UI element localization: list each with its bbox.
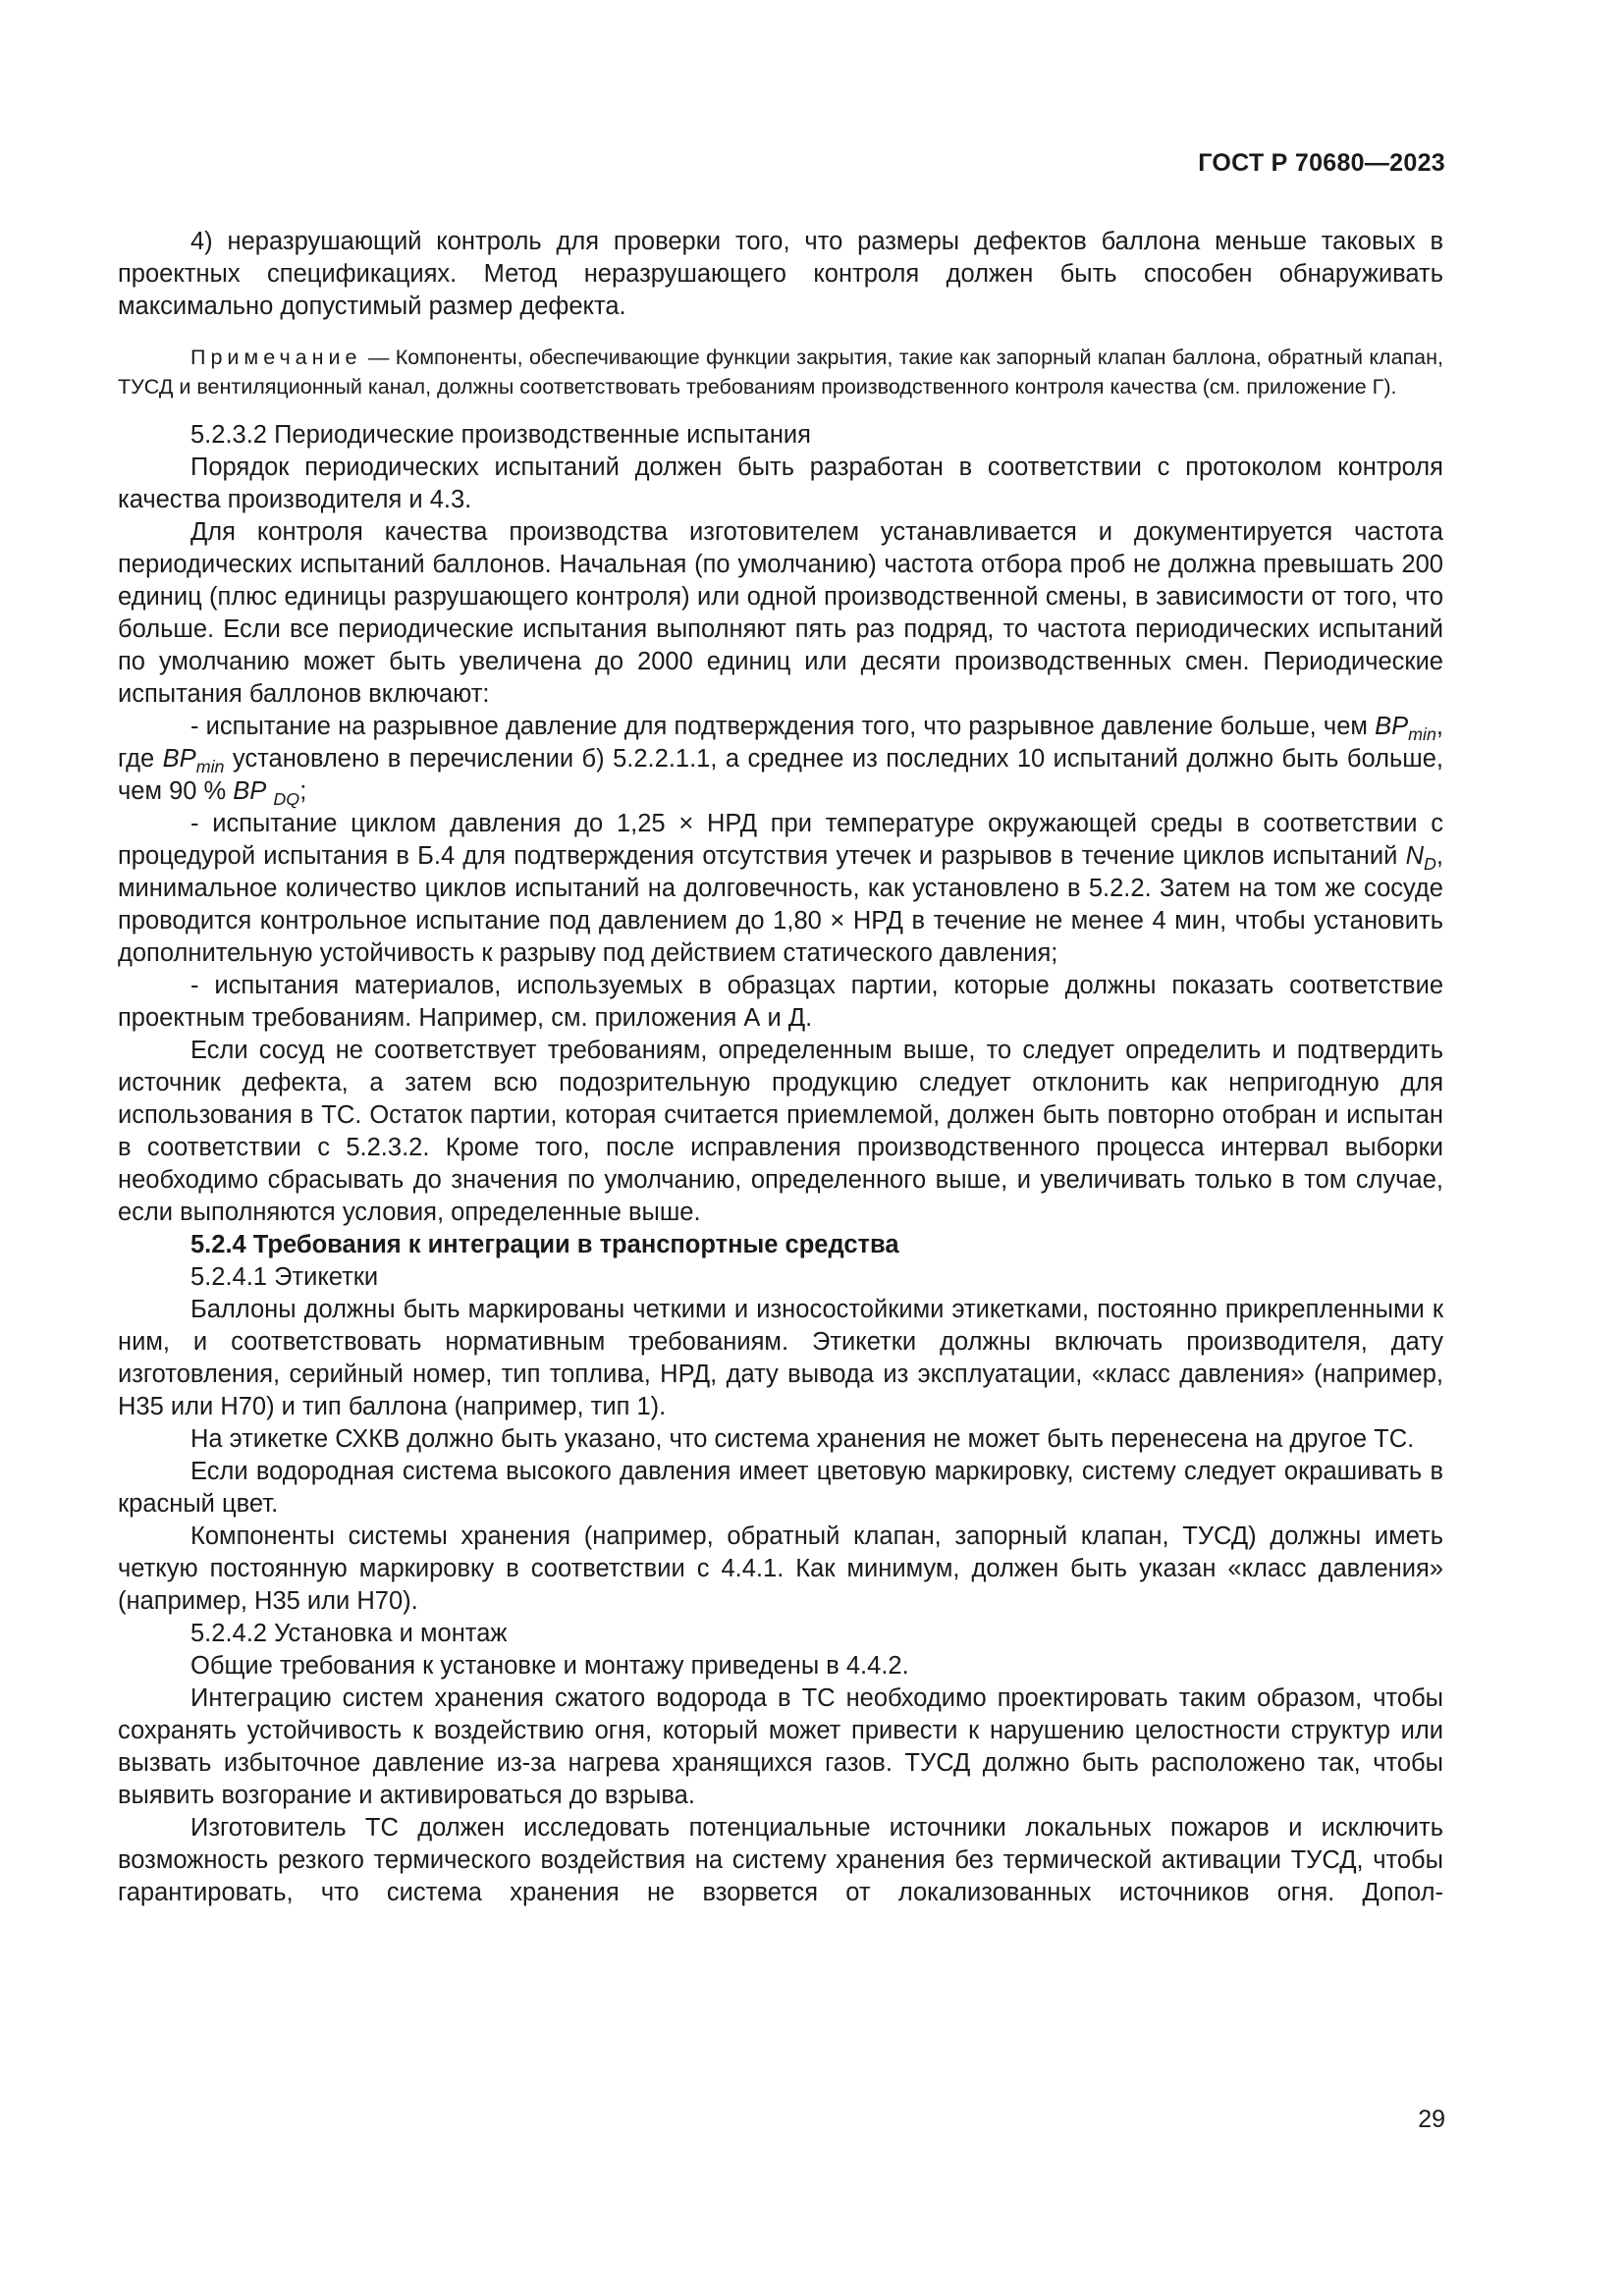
- paragraph-color-marking: Если водородная система высокого давления имеет цветовую маркировку, систему следует окрашивать в красный цвет.: [118, 1458, 1443, 1518]
- paragraph-fire-resistance: Интеграцию систем хранения сжатого водорода в ТС необходимо проектировать таким образом, чтобы сохранять устойчивость к воздействию огня, который может привести к нарушению целостности структур или вызвать избыточное давление из-за нагрева хранящихся газов. ТУСД должно быть расположено так, чтобы выявить возгорание и активироваться до взрыва.: [118, 1684, 1443, 1809]
- page-body: [118, 226, 1443, 1909]
- section-5-2-4-1-title: 5.2.4.1 Этикетки: [190, 1263, 379, 1291]
- section-5-2-3-2-title: 5.2.3.2 Периодические производственные испытания: [190, 421, 811, 449]
- paragraph-component-marking: Компоненты системы хранения (например, обратный клапан, запорный клапан, ТУСД) должны иметь четкую постоянную маркировку в соответствии с 4.4.1. Как минимум, должен быть указан «класс давления» (например, Н35 или Н70).: [118, 1522, 1443, 1615]
- paragraph-nonconformity: Если сосуд не соответствует требованиям, определенным выше, то следует определить и подтвердить источник дефекта, а затем всю подозрительную продукцию следует отклонить как непригодную для использования в ТС. Остаток партии, которая считается приемлемой, должен быть повторно отобран и испытан в соответствии с 5.2.3.2. Кроме того, после исправления производственного процесса интервал выборки необходимо сбрасывать до значения по умолчанию, определенного выше, и увеличивать только в том случае, если выполняются условия, определенные выше.: [118, 1037, 1443, 1226]
- paragraph-labels: Баллоны должны быть маркированы четкими и износостойкими этикетками, постоянно прикрепленными к ним, и соответствовать нормативным требованиям. Этикетки должны включать производителя, дату изготовления, серийный номер, тип топлива, НРД, дату вывода из эксплуатации, «класс давления» (например, Н35 или Н70) и тип баллона (например, тип 1).: [118, 1296, 1443, 1420]
- page-number: 29: [1418, 2106, 1445, 2133]
- document-code: ГОСТ Р 70680—2023: [1198, 149, 1445, 177]
- note-label: Примечание: [190, 346, 362, 369]
- note-text: — Компоненты, обеспечивающие функции закрытия, такие как запорный клапан баллона, обратный клапан, ТУСД и вентиляционный канал, должны соответствовать требованиям производственного контроля качества (см. приложение Г).: [118, 346, 1443, 399]
- list-item-material-test: - испытания материалов, используемых в образцах партии, которые должны показать соответствие проектным требованиям. Например, см. приложения А и Д.: [118, 972, 1443, 1032]
- note: [118, 343, 1443, 401]
- paragraph-periodic-frequency: Для контроля качества производства изготовителем устанавливается и документируется частота периодических испытаний баллонов. Начальная (по умолчанию) частота отбора проб не должна превышать 200 единиц (плюс единицы разрушающего контроля) или одной производственной смены, в зависимости от того, что больше. Если все периодические испытания выполняют пять раз подряд, то частота периодических испытаний по умолчанию может быть увеличена до 2000 единиц или десяти производственных смен. Периодические испытания баллонов включают:: [118, 518, 1443, 708]
- list-item-cycle-test: - испытание циклом давления до 1,25 × НРД при температуре окружающей среды в соответствии с процедурой испытания в Б.4 для подтверждения отсутствия утечек и разрывов в течение циклов испытаний $N_D$, минимальное количество циклов испытаний на долговечность, как установлено в 5.2.2. Затем на том же сосуде проводится контрольное испытание под давлением до 1,80 × НРД в течение не менее 4 мин, чтобы установить дополнительную устойчивость к разрыву под действием статического давления;: [118, 810, 1443, 967]
- paragraph-ndt: 4) неразрушающий контроль для проверки того, что размеры дефектов баллона меньше таковых в проектных спецификациях. Метод неразрушающего контроля должен быть способен обнаруживать максимально допустимый размер дефекта.: [118, 228, 1443, 320]
- section-5-2-4-2-title: 5.2.4.2 Установка и монтаж: [190, 1620, 508, 1647]
- paragraph-periodic-order: Порядок периодических испытаний должен быть разработан в соответствии с протоколом контроля качества производителя и 4.3.: [118, 454, 1443, 513]
- paragraph-local-fires: Изготовитель ТС должен исследовать потенциальные источники локальных пожаров и исключить возможность резкого термического воздействия на систему хранения без термической активации ТУСД, чтобы гарантировать, что система хранения не взорвется от локализованных источников огня. Допол-: [118, 1814, 1443, 1906]
- list-item-burst-test: - испытание на разрывное давление для подтверждения того, что разрывное давление больше, чем $BP_{min}$, где $BP_{min}$ установлено в перечислении б) 5.2.2.1.1, а среднее из последних 10 испытаний должно быть больше, чем 90 % BP $_{DQ}$;: [118, 713, 1443, 810]
- paragraph-installation-general: Общие требования к установке и монтажу приведены в 4.4.2.: [190, 1652, 909, 1680]
- section-5-2-4-heading: 5.2.4 Требования к интеграции в транспортные средства: [190, 1231, 899, 1258]
- paragraph-label-transfer: На этикетке СХКВ должно быть указано, что система хранения не может быть перенесена на другое ТС.: [190, 1425, 1415, 1453]
